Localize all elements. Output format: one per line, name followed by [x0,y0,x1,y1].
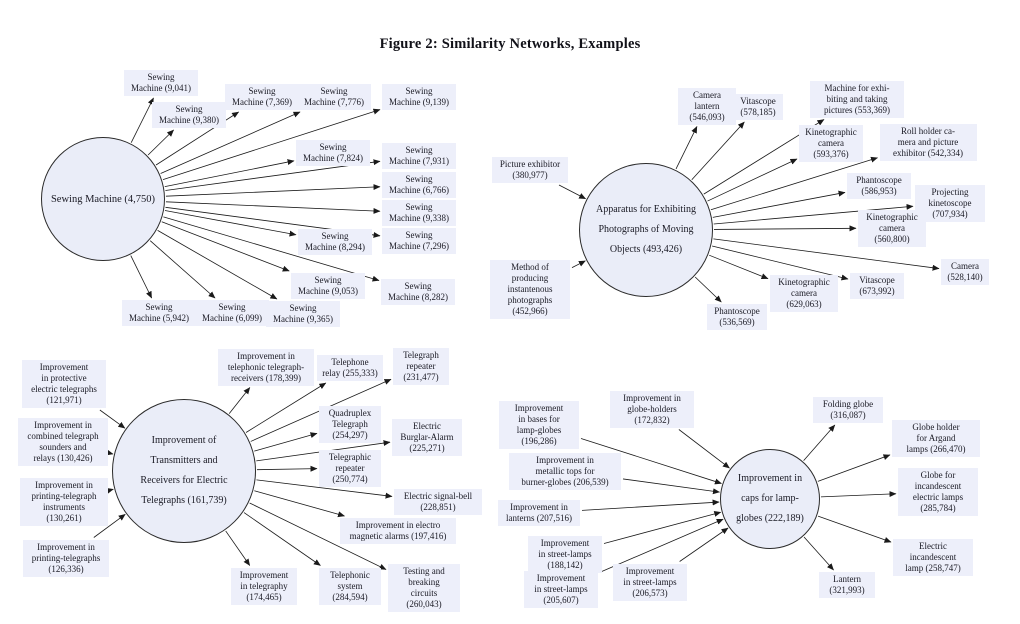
satellite-label-line: lamp-globes [516,425,562,435]
satellite-node [340,518,456,544]
satellite-node [892,420,980,457]
satellite-label-line: Improvement [540,537,590,548]
satellite-label-line: pictures (553,369) [824,104,890,115]
satellite-label-line: sounders and [39,442,87,452]
satellite-label-line: Sewing [405,230,433,240]
satellite-label-line: telephonic telegraph- [227,361,305,372]
satellite-node [509,453,621,490]
satellite-label-line: Improvement [514,403,564,413]
satellite-node [382,200,456,226]
satellite-node [20,478,108,526]
satellite-label-line: Machine (9,139) [389,97,449,107]
satellite-node [231,568,297,605]
satellite-label-line: (707,934) [932,208,968,219]
edge-line [246,383,326,433]
satellite-node [858,210,926,247]
satellite-label-line: Machine (9,041) [131,83,191,93]
satellite-label-line: producing [511,272,549,283]
edge-line [257,469,317,470]
satellite-label-line: Phantoscope [856,175,902,185]
satellite-label-line: (586,953) [861,186,897,196]
satellite-node [23,540,109,577]
satellite-label-line: Vitascope [859,275,895,285]
satellite-node [880,124,977,161]
satellite-label-line: camera [818,137,844,148]
satellite-label-line: (452,966) [512,305,548,316]
satellite-label-line: exhibitor (542,334) [893,147,963,158]
satellite-label-line: Machine (7,931) [389,156,449,166]
satellite-label-line: receivers (178,399) [231,372,301,383]
edge-line [110,489,113,490]
satellite-label-line: (121,971) [46,395,82,405]
satellite-node [810,81,904,118]
satellite-label-line: Sewing [248,86,276,96]
satellite-label-line: Improvement in electro [355,520,441,530]
satellite-label-line: (260,043) [406,599,442,609]
satellite-label-line: (254,297) [332,429,368,440]
satellite-label-line: Machine (7,296) [389,241,449,251]
edge-line [166,187,380,196]
hub-node-apparatus-moving-objects [579,163,713,297]
satellite-node [898,468,978,516]
satellite-label-line: mera and picture [897,136,959,147]
satellite-node [298,229,372,255]
satellite-label-line: Picture exhibitor [499,159,561,169]
satellite-label-line: Sewing [405,145,433,155]
satellite-label-line: Electric [919,540,947,551]
satellite-node [678,88,736,125]
hub-label-line: Objects (493,426) [609,244,683,255]
satellite-label-line: magnetic alarms (197,416) [349,531,447,541]
satellite-label-line: Telephonic [330,569,370,580]
satellite-label-line: circuits [410,588,438,598]
satellite-label-line: lamp (258,747) [905,562,961,573]
satellite-label-line: Machine (9,053) [298,286,358,296]
satellite-node [297,84,371,110]
satellite-label-line: (578,185) [740,107,776,117]
satellite-label-line: Sewing [405,86,433,96]
satellite-label-line: (196,286) [521,436,557,446]
edge-line [713,192,845,217]
satellite-label-line: Telephone [331,357,369,367]
satellite-label-line: (174,465) [246,591,282,602]
satellite-label-line: Machine (9,338) [389,213,449,223]
satellite-label-line: Sewing [175,104,203,114]
satellite-label-line: Sewing [145,302,173,312]
satellite-node [770,275,838,312]
satellite-node [317,355,383,381]
satellite-label-line: printing-telegraph [31,491,97,501]
satellite-label-line: Sewing [218,302,246,312]
satellite-node [388,564,460,612]
satellite-label-line: breaking [408,577,440,587]
satellite-label-line: (629,063) [786,298,822,309]
satellite-node [733,94,783,120]
satellite-label-line: Roll holder ca- [901,125,955,136]
satellite-label-line: in bases for [518,414,560,424]
satellite-label-line: Telegraph [332,418,368,429]
satellite-label-line: (250,774) [332,473,368,484]
satellite-node [613,564,687,601]
satellite-label-line: Telegraph [403,349,439,360]
hub-node-electric-telegraphs [112,399,256,543]
satellite-label-line: Machine (7,824) [303,153,363,163]
satellite-node [319,450,381,487]
satellite-label-line: Globe for [920,470,956,480]
satellite-label-line: (528,140) [947,272,983,282]
satellite-node [18,418,108,466]
satellite-label-line: Machine (6,766) [389,185,449,195]
satellite-label-line: Telegraphic [328,451,372,462]
hub-node-lamp-globes [720,449,820,549]
satellite-label-line: (546,093) [689,111,725,122]
satellite-node [195,300,269,326]
edge-line [804,537,834,570]
satellite-label-line: Vitascope [740,96,776,106]
hub-label-line: Photographs of Moving [598,224,694,235]
edge-line [162,222,289,271]
edge-line [165,210,296,234]
satellite-node [152,102,226,128]
edge-line [244,513,320,566]
satellite-node [799,125,863,162]
satellite-label-line: (231,477) [403,371,439,382]
satellite-node [225,84,299,110]
satellite-label-line: Improvement in [34,420,92,430]
edge-line [709,255,768,278]
edge-line [676,127,697,169]
edge-line [695,277,721,302]
satellite-label-line: Machine (5,942) [129,313,189,323]
satellite-node [941,259,989,285]
satellite-label-line: photographs [507,294,553,305]
satellite-label-line: system [337,580,363,591]
satellite-label-line: incandescent [914,481,962,491]
satellite-label-line: Machine (7,776) [304,97,364,107]
satellite-node [394,489,482,515]
edge-line [559,185,586,199]
satellite-label-line: globe-holders [627,403,677,414]
hub-label-line: Receivers for Electric [140,475,228,486]
satellite-node [319,406,381,443]
edge-line [166,202,380,211]
satellite-label-line: Kinetographic [866,211,918,222]
hub-label-line: Transmitters and [150,455,218,466]
edge-line [226,531,250,566]
satellite-label-line: relay (255,333) [322,368,378,378]
satellite-label-line: Testing and [403,566,445,576]
satellite-node [499,401,579,449]
satellite-label-line: (316,087) [830,410,866,420]
satellite-label-line: incandescent [909,551,957,562]
edge-line [680,528,728,561]
edge-line [582,502,719,510]
satellite-label-line: Electric signal-bell [403,491,473,501]
satellite-label-line: lantern [694,100,720,111]
edge-line [150,241,215,298]
hub-label-line: Apparatus for Exhibiting [596,204,696,215]
satellite-label-line: (188,142) [547,559,583,570]
satellite-label-line: in protective [41,373,87,383]
satellite-label-line: Sewing [320,86,348,96]
satellite-label-line: instruments [43,502,85,512]
satellite-label-line: lanterns (207,516) [506,513,572,523]
satellite-label-line: (593,376) [813,148,849,159]
satellite-label-line: Improvement in [623,392,681,403]
satellite-label-line: Improvement in [37,541,95,552]
satellite-label-line: camera [879,222,905,233]
satellite-node [382,143,456,169]
satellite-label-line: for Argand [916,432,956,443]
edge-line [821,494,896,497]
satellite-label-line: kinetoscope [928,197,972,208]
satellite-label-line: (380,977) [512,170,548,180]
edge-line [692,122,745,180]
satellite-label-line: (205,607) [543,594,579,605]
edge-line [165,161,294,187]
satellite-node [392,419,462,456]
satellite-label-line: Improvement in [237,350,295,361]
satellite-node [813,397,883,423]
satellite-label-line: (560,800) [874,233,910,244]
satellite-node [382,228,456,254]
satellite-label-line: Sewing [404,281,432,291]
satellite-label-line: (206,573) [632,587,668,598]
satellite-label-line: Sewing [147,72,175,82]
satellite-label-line: Machine (8,294) [305,242,365,252]
satellite-label-line: Camera [693,89,721,100]
edge-line [818,455,890,482]
satellite-label-line: in street-lamps [623,576,677,587]
satellite-label-line: (225,271) [409,442,445,453]
satellite-label-line: Machine (6,099) [202,313,262,323]
satellite-label-line: Burglar-Alarm [400,431,454,442]
satellite-label-line: Improvement in [510,502,568,512]
satellite-label-line: camera [791,287,817,298]
satellite-label-line: (673,992) [859,286,895,296]
satellite-label-line: Projecting [931,186,969,197]
satellite-node [22,360,106,408]
satellite-label-line: (284,594) [332,591,368,602]
satellite-node [393,348,449,385]
satellite-label-line: (126,336) [48,563,84,574]
hub-label-line: Improvement in [737,473,803,484]
satellite-label-line: Phantoscope [714,306,760,316]
satellite-node [707,304,767,330]
satellite-label-line: Machine (9,380) [159,115,219,125]
satellite-label-line: in street-lamps [534,583,588,594]
satellite-node [381,279,455,305]
satellite-label-line: Machine (7,369) [232,97,292,107]
edge-line [623,479,719,492]
satellite-label-line: Improvement [625,565,675,576]
satellite-label-line: Improvement [239,569,289,580]
hub-label-line: Improvement of [151,435,217,446]
satellite-label-line: Improvement in [536,454,594,465]
satellite-node [610,391,694,428]
edge-line [131,256,152,298]
edge-line [804,425,835,461]
satellite-label-line: in street-lamps [538,548,592,559]
satellite-label-line: Folding globe [822,399,874,409]
satellite-label-line: repeater [335,462,365,473]
satellite-label-line: (172,832) [634,414,670,425]
satellite-node [124,70,198,96]
edge-line [229,388,250,414]
satellite-label-line: biting and taking [826,93,888,104]
satellite-label-line: Globe holder [912,421,960,432]
edge-line [708,159,797,201]
satellite-label-line: burner-globes (206,539) [521,476,609,487]
satellite-label-line: Sewing [289,303,317,313]
satellite-node [266,301,340,327]
edge-line [714,228,856,229]
satellite-label-line: Improvement [536,572,586,583]
satellite-label-line: Machine (9,365) [273,314,333,324]
satellite-label-line: Machine for exhi- [824,82,890,93]
satellite-label-line: (321,993) [829,585,865,595]
satellite-label-line: Lantern [833,574,861,584]
satellite-label-line: Electric [413,420,441,431]
satellite-node [319,568,381,605]
satellite-node [498,500,580,526]
edge-line [572,261,585,268]
satellite-label-line: (536,569) [719,317,755,327]
satellite-label-line: Camera [951,261,979,271]
satellite-node [524,571,598,608]
satellite-node [490,260,570,319]
satellite-label-line: Kinetographic [778,276,830,287]
satellite-label-line: electric telegraphs [31,384,97,394]
satellite-node [492,157,568,183]
satellite-label-line: Sewing [314,275,342,285]
hub-node-sewing-machine [41,137,165,261]
edge-line [818,516,891,542]
satellite-label-line: (130,261) [46,513,82,523]
satellite-node [296,140,370,166]
satellite-label-line: lamps (266,470) [906,443,966,454]
satellite-label-line: Quadruplex [328,407,372,418]
satellite-node [528,536,602,573]
edge-line [148,130,174,155]
hub-label-line: Telegraphs (161,739) [141,495,227,506]
hub-label-line: Sewing Machine (4,750) [50,193,156,205]
satellite-node [847,173,911,199]
satellite-label-line: (285,784) [920,503,956,513]
satellite-label-line: Sewing [319,142,347,152]
satellite-label-line: Sewing [405,202,433,212]
satellite-node [291,273,365,299]
satellite-node [893,539,973,576]
satellite-node [850,273,904,299]
edge-line [679,430,730,469]
satellite-node [382,172,456,198]
edge-line [110,453,113,454]
satellite-label-line: instantenous [507,283,553,294]
satellite-label-line: in telegraphy [240,580,288,591]
satellite-label-line: electric lamps [912,492,964,502]
satellite-node [382,84,456,110]
hub-label-line: caps for lamp- [741,493,799,504]
hub-label-line: globes (222,189) [736,513,804,524]
satellite-node [819,572,875,598]
satellite-label-line: relays (130,426) [33,453,93,463]
edge-line [131,98,153,143]
satellite-label-line: Kinetographic [805,126,857,137]
satellite-label-line: Improvement in [35,480,93,490]
satellite-label-line: Machine (8,282) [388,292,448,302]
satellite-label-line: metallic tops for [535,465,595,476]
satellite-label-line: Method of [511,261,549,272]
satellite-label-line: printing-telegraphs [31,552,101,563]
satellite-node [122,300,196,326]
satellite-label-line: Improvement [39,362,89,372]
edge-line [158,230,277,299]
satellite-label-line: combined telegraph [27,431,99,441]
satellite-label-line: (228,851) [420,502,456,512]
satellite-label-line: Sewing [405,174,433,184]
satellite-node [218,349,314,386]
figure-title: Figure 2: Similarity Networks, Examples [379,36,641,52]
satellite-label-line: Sewing [321,231,349,241]
satellite-label-line: repeater [406,360,436,371]
